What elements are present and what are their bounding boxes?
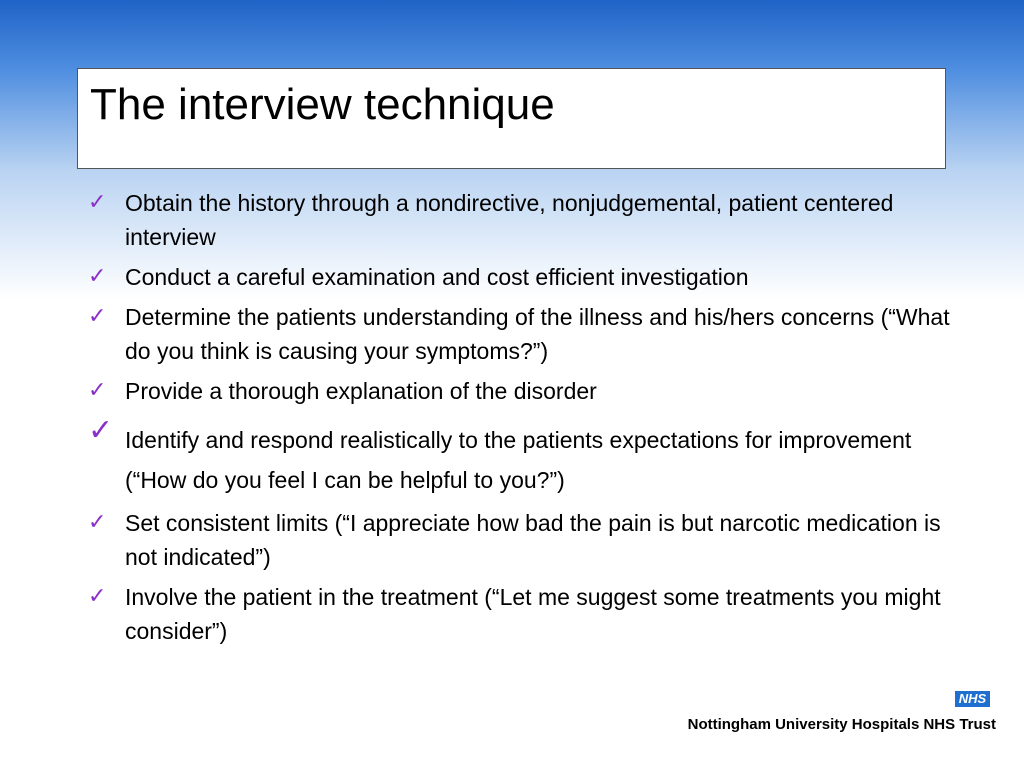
- bullet-text: Involve the patient in the treatment (“Let me suggest some treatments you might consider”): [125, 584, 941, 644]
- bullet-text: Obtain the history through a nondirective, nonjudgemental, patient centered interview: [125, 190, 894, 250]
- checkmark-icon: ✓: [88, 413, 114, 448]
- bullet-item: [88, 413, 958, 500]
- checkmark-icon: ✓: [88, 378, 107, 403]
- checkmark-icon: ✓: [88, 190, 107, 215]
- checkmark-icon: ✓: [88, 264, 107, 289]
- checkmark-icon: ✓: [88, 510, 107, 535]
- bullet-item: [88, 506, 958, 574]
- bullet-text: Determine the patients understanding of the illness and his/hers concerns (“What do you think is causing your symptoms?”): [125, 304, 950, 364]
- bullet-text: Conduct a careful examination and cost efficient investigation: [125, 264, 749, 290]
- checkmark-icon: ✓: [88, 304, 107, 329]
- bullet-item: [88, 186, 958, 254]
- bullet-item: [88, 374, 958, 408]
- checkmark-icon: ✓: [88, 584, 107, 609]
- bullet-item: [88, 580, 958, 648]
- bullet-text: Identify and respond realistically to the patients expectations for improvement (“How do you feel I can be helpful to you?”): [125, 427, 912, 493]
- footer-organization: Nottingham University Hospitals NHS Trust: [687, 716, 996, 733]
- bullet-list: [88, 186, 958, 654]
- bullet-item: [88, 260, 958, 294]
- nhs-logo: NHS: [955, 691, 990, 707]
- title-box: [77, 68, 946, 169]
- bullet-text: Set consistent limits (“I appreciate how bad the pain is but narcotic medication is not indicated”): [125, 510, 941, 570]
- slide-title: The interview technique: [90, 80, 555, 129]
- bullet-text: Provide a thorough explanation of the disorder: [125, 378, 597, 404]
- bullet-item: [88, 300, 958, 368]
